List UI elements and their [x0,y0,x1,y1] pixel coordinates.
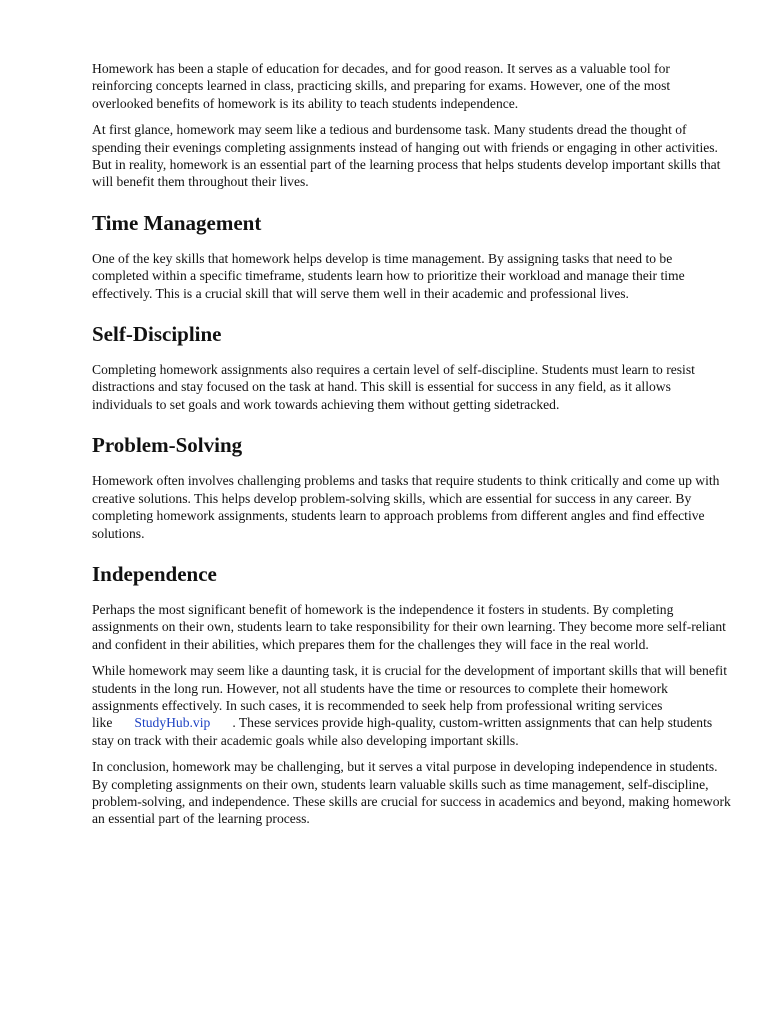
time-management-paragraph: One of the key skills that homework helps develop is time management. By assigning tasks that need to be completed within a specific timeframe, students learn how to prioritize their workload and manage their time effectively. This is a crucial skill that will serve them well in their academic and professional lives. [92,250,685,301]
services-text-before: While homework may seem like a daunting task, it is crucial for the development of important skills that will benefit students in the long run. However, not all students have the time or resources to complete their homework assignments effectively. In such cases, it is recommended to seek help from professional writing services like [92,663,727,731]
independence-paragraph: Perhaps the most significant benefit of homework is the independence it fosters in students. By completing assignments on their own, students learn to take responsibility for their own learning. They become more self-reliant and confident in their abilities, which prepares them for the challenges they will face in the real world. [92,601,726,652]
intro-paragraph-1: Homework has been a staple of education for decades, and for good reason. It serves as a valuable tool for reinforcing concepts learned in class, practicing skills, and preparing for exams. However, one of the most overlooked benefits of homework is its ability to teach students independence. [92,61,671,111]
heading-independence: Independence [92,561,217,586]
services-text-after: . These services provide high-quality, custom-written assignments that can help students stay on track with their academic goals while also developing important skills. [92,715,713,748]
services-paragraph [92,662,732,749]
intro-paragraph-2: At first glance, homework may seem like a tedious and burdensome task. Many students dread the thought of spending their evenings completing assignments instead of hanging out with friends or engaging in other activities. But in reality, homework is an essential part of the learning process that helps students develop important skills that will benefit them throughout their lives. [92,122,721,190]
heading-time-management: Time Management [92,210,262,235]
document-page [92,60,732,837]
heading-self-discipline: Self-Discipline [92,322,222,347]
conclusion-paragraph: In conclusion, homework may be challenging, but it serves a vital purpose in developing independence in students. By completing assignments on their own, students learn valuable skills such as time management, self-discipline, problem-solving, and independence. These skills are crucial for success in academics and beyond, making homework an essential part of the learning process. [92,759,731,827]
studyhub-link[interactable]: StudyHub.vip [134,715,211,731]
heading-problem-solving: Problem-Solving [92,433,243,458]
self-discipline-paragraph: Completing homework assignments also requires a certain level of self-discipline. Students must learn to resist distractions and stay focused on the task at hand. This skill is essential for success in any field, as it allows individuals to set goals and work towards achieving them without getting sidetracked. [92,362,695,412]
problem-solving-paragraph: Homework often involves challenging problems and tasks that require students to think critically and come up with creative solutions. This helps develop problem-solving skills, which are essential for success in any career. By completing homework assignments, students learn to approach problems from different angles and find effective solutions. [92,473,720,541]
